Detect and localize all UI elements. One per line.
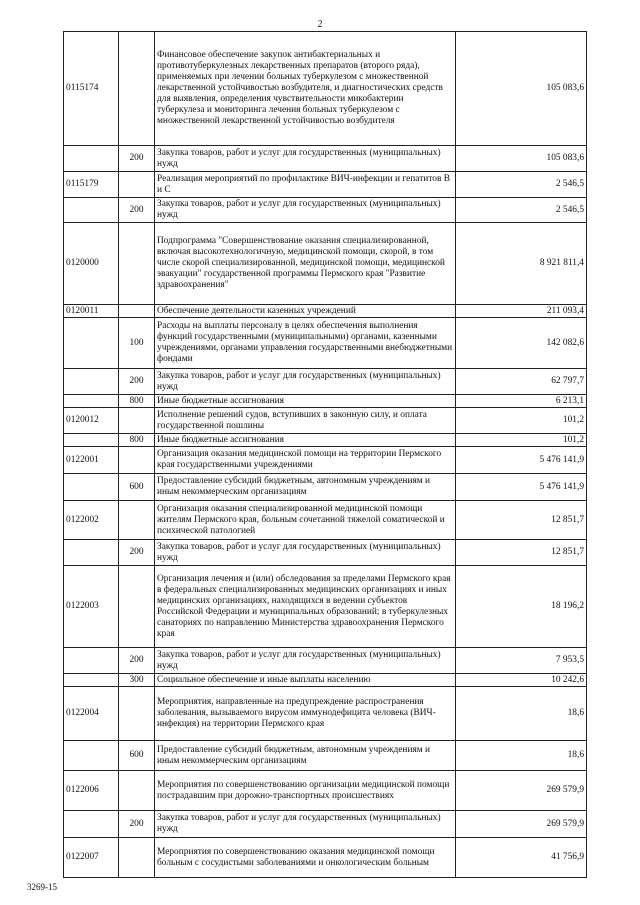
target-code-cell: 0122007 [64,838,119,878]
target-code-cell [64,674,119,687]
table-row [64,674,587,687]
description-cell: Организация оказания медицинской помощи на территории Пермского края государственными учреждениями [155,447,456,474]
amount-cell: 7 953,5 [456,648,587,674]
expense-type-cell [119,447,155,474]
amount-cell: 18,6 [456,687,587,741]
table-row [64,687,587,741]
description-cell: Мероприятия по совершенствованию оказания медицинской помощи больным с сосудистыми заболеваниями и онкологическим больным [155,838,456,878]
description-cell: Расходы на выплаты персоналу в целях обеспечения выполнения функций государственными (муниципальными) органами, казенными учреждениями, органами управления государственными внебюджетными фондами [155,318,456,369]
expense-type-cell: 200 [119,198,155,223]
expense-type-cell [119,501,155,540]
expense-type-cell [119,172,155,198]
target-code-cell: 0115179 [64,172,119,198]
target-code-cell [64,741,119,771]
target-code-cell [64,146,119,172]
expense-type-cell [119,32,155,146]
amount-cell: 10 242,6 [456,674,587,687]
table-row [64,198,587,223]
amount-cell: 105 083,6 [456,146,587,172]
expense-type-cell [119,566,155,648]
expense-type-cell: 100 [119,318,155,369]
table-row [64,318,587,369]
target-code-cell [64,395,119,408]
target-code-cell [64,434,119,447]
table-row [64,146,587,172]
target-code-cell [64,540,119,566]
amount-cell: 6 213,1 [456,395,587,408]
description-cell: Иные бюджетные ассигнования [155,395,456,408]
amount-cell: 269 579,9 [456,771,587,811]
description-cell: Закупка товаров, работ и услуг для государственных (муниципальных) нужд [155,369,456,395]
description-cell: Мероприятия, направленные на предупреждение распространения заболевания, вызываемого вирусом иммунодефицита человека (ВИЧ-инфекция) на территории Пермского края [155,687,456,741]
table-row [64,501,587,540]
expense-type-cell: 800 [119,434,155,447]
amount-cell: 2 546,5 [456,198,587,223]
table-row [64,172,587,198]
amount-cell: 101,2 [456,408,587,434]
amount-cell: 8 921 811,4 [456,223,587,305]
table-row [64,305,587,318]
page-number: 2 [317,19,323,30]
table-row [64,395,587,408]
description-cell: Предоставление субсидий бюджетным, автономным учреждениям и иным некоммерческим организациям [155,741,456,771]
table-row [64,648,587,674]
description-cell: Обеспечение деятельности казенных учреждений [155,305,456,318]
expense-type-cell [119,305,155,318]
description-cell: Финансовое обеспечение закупок антибактериальных и противотуберкулезных лекарственных препаратов (второго ряда), применяемых при лечении больных туберкулезом с множественной лекарственной устойчивостью возбудителя, и диагностических средств для выявления, определения чувствительности микобактерии туберкулеза и мониторинга лечения больных туберкулезом с множественной лекарственной устойчивостью возбудителя [155,32,456,146]
expense-type-cell: 600 [119,474,155,501]
expense-type-cell: 200 [119,540,155,566]
amount-cell: 62 797,7 [456,369,587,395]
description-cell: Мероприятия по совершенствованию организации медицинской помощи пострадавшим при дорожно-транспортных происшествиях [155,771,456,811]
amount-cell: 211 093,4 [456,305,587,318]
amount-cell: 18 196,2 [456,566,587,648]
target-code-cell: 0122004 [64,687,119,741]
description-cell: Закупка товаров, работ и услуг для государственных (муниципальных) нужд [155,811,456,838]
expense-type-cell [119,223,155,305]
expense-type-cell: 200 [119,369,155,395]
target-code-cell [64,198,119,223]
description-cell: Исполнение решений судов, вступивших в законную силу, и оплата государственной пошлины [155,408,456,434]
amount-cell: 2 546,5 [456,172,587,198]
table-row [64,771,587,811]
target-code-cell: 0120011 [64,305,119,318]
expense-type-cell: 200 [119,811,155,838]
expense-type-cell [119,838,155,878]
amount-cell: 142 082,6 [456,318,587,369]
table-row [64,838,587,878]
target-code-cell [64,318,119,369]
target-code-cell: 0115174 [64,32,119,146]
table-row [64,223,587,305]
amount-cell: 269 579,9 [456,811,587,838]
target-code-cell: 0122006 [64,771,119,811]
description-cell: Закупка товаров, работ и услуг для государственных (муниципальных) нужд [155,146,456,172]
expense-type-cell [119,771,155,811]
amount-cell: 41 756,9 [456,838,587,878]
table-row [64,369,587,395]
description-cell: Закупка товаров, работ и услуг для государственных (муниципальных) нужд [155,648,456,674]
expense-type-cell: 200 [119,146,155,172]
table-row [64,32,587,146]
description-cell: Закупка товаров, работ и услуг для государственных (муниципальных) нужд [155,198,456,223]
expense-type-cell: 300 [119,674,155,687]
table-row [64,474,587,501]
description-cell: Иные бюджетные ассигнования [155,434,456,447]
amount-cell: 12 851,7 [456,540,587,566]
amount-cell: 5 476 141,9 [456,474,587,501]
amount-cell: 5 476 141,9 [456,447,587,474]
document-code: 3269-15 [27,882,57,892]
target-code-cell: 0122003 [64,566,119,648]
description-cell: Социальное обеспечение и иные выплаты населению [155,674,456,687]
expense-type-cell: 200 [119,648,155,674]
description-cell: Предоставление субсидий бюджетным, автономным учреждениям и иным некоммерческим организациям [155,474,456,501]
target-code-cell: 0120012 [64,408,119,434]
amount-cell: 105 083,6 [456,32,587,146]
expense-type-cell [119,408,155,434]
table-row [64,811,587,838]
table-row [64,741,587,771]
target-code-cell: 0120000 [64,223,119,305]
table-row [64,447,587,474]
target-code-cell: 0122002 [64,501,119,540]
description-cell: Закупка товаров, работ и услуг для государственных (муниципальных) нужд [155,540,456,566]
table-row [64,566,587,648]
description-cell: Подпрограмма "Совершенствование оказания специализированной, включая высокотехнологичную, медицинской помощи, скорой, в том числе скорой специализированной, медицинской помощи, медицинской эвакуации" государственной программы Пермского края "Развитие здравоохранения" [155,223,456,305]
amount-cell: 12 851,7 [456,501,587,540]
budget-table [63,31,587,878]
description-cell: Организация оказания специализированной медицинской помощи жителям Пермского края, больным сочетанной тяжелой соматической и психической патологией [155,501,456,540]
target-code-cell [64,369,119,395]
description-cell: Организация лечения и (или) обследования за пределами Пермского края в федеральных специализированных медицинских организациях и иных медицинских организациях, находящихся в ведении субъектов Российской Федерации и муниципальных образований; в туберкулезных санаториях по направлению Министерства здравоохранения Пермского края [155,566,456,648]
amount-cell: 18,6 [456,741,587,771]
target-code-cell [64,648,119,674]
target-code-cell [64,474,119,501]
expense-type-cell: 800 [119,395,155,408]
expense-type-cell: 600 [119,741,155,771]
table-row [64,434,587,447]
target-code-cell: 0122001 [64,447,119,474]
expense-type-cell [119,687,155,741]
table-row [64,408,587,434]
target-code-cell [64,811,119,838]
table-row [64,540,587,566]
amount-cell: 101,2 [456,434,587,447]
description-cell: Реализация мероприятий по профилактике ВИЧ-инфекции и гепатитов B и C [155,172,456,198]
